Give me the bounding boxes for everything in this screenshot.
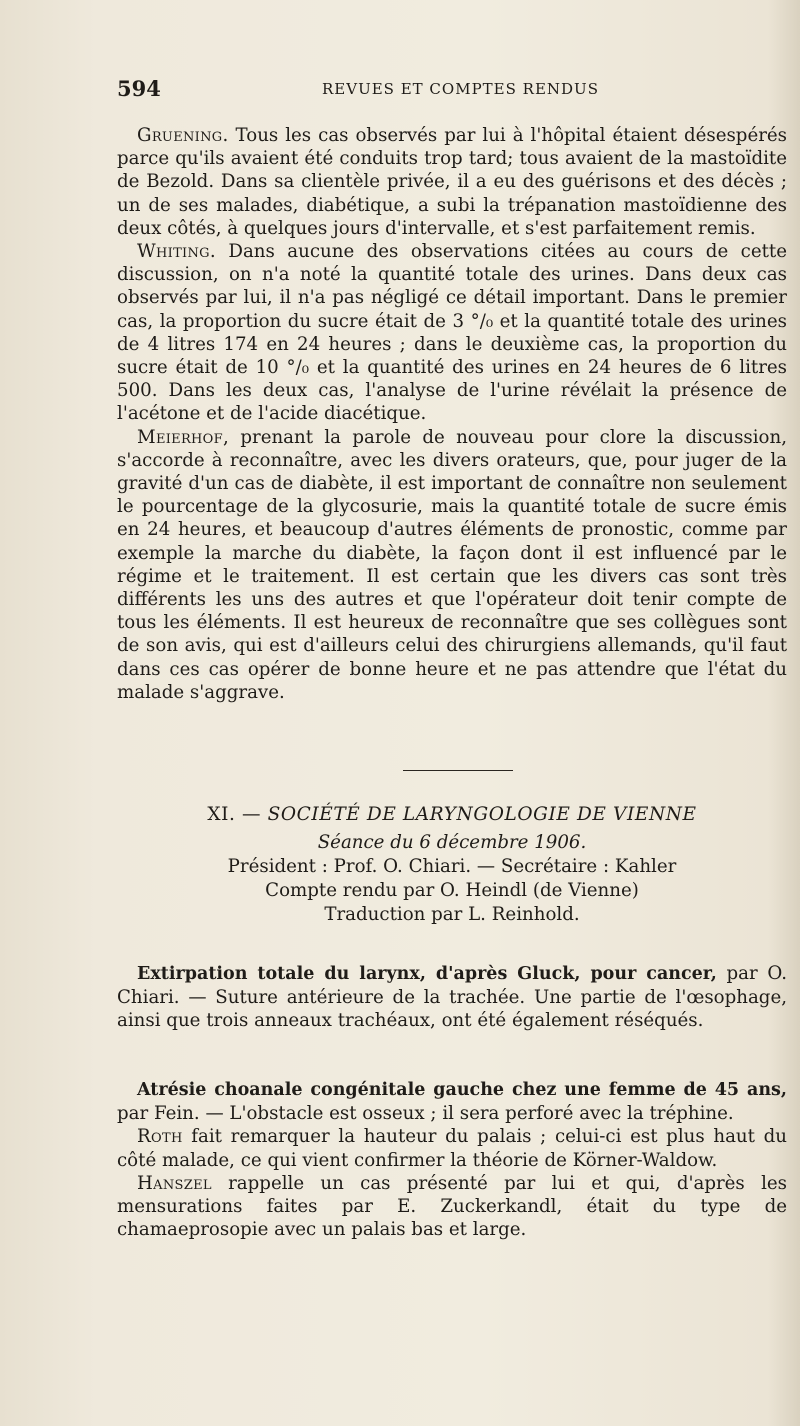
paragraph-text: fait remarquer la hauteur du palais ; celui-ci est plus haut du côté malade, ce qui vient confirmer la théorie de Körner-Waldow.	[117, 1126, 787, 1171]
paragraph-whiting	[117, 240, 787, 426]
running-head	[117, 76, 787, 102]
case-title: Atrésie choanale congénitale gauche chez une femme de 45 ans,	[137, 1080, 787, 1100]
page-number: 594	[117, 76, 161, 101]
speaker-name: Whiting.	[137, 241, 216, 263]
case-atresie	[117, 1078, 787, 1241]
case-title: Extirpation totale du larynx, d'après Gluck, pour cancer,	[137, 964, 717, 984]
speaker-name: Gruening.	[137, 125, 229, 146]
paragraph-roth	[117, 1125, 787, 1171]
section-heading	[117, 804, 787, 825]
case-text: par O. Chiari. — Suture antérieure de la trachée. Une partie de l'œsophage, ainsi que trois anneaux trachéaux, ont été également réséqués.	[117, 963, 787, 1032]
paragraph-hanszel	[117, 1172, 787, 1242]
paragraph-meierhof	[117, 426, 787, 704]
speaker-name: Hanszel	[137, 1172, 212, 1194]
section-divider	[403, 770, 513, 771]
paragraph-text: rappelle un cas présenté par lui et qui, d'après les mensurations faites par E. Zuckerkandl, était du type de chamaeprosopie avec un palais bas et large.	[117, 1172, 787, 1241]
section-title: SOCIÉTÉ DE LARYNGOLOGIE DE VIENNE	[267, 804, 697, 825]
case-extirpation	[117, 962, 787, 1033]
speaker-name: Meierhof,	[137, 426, 230, 448]
journal-title: REVUES ET COMPTES RENDUS	[322, 80, 599, 98]
report-author-line: Compte rendu par O. Heindl (de Vienne)	[265, 880, 639, 901]
case-paragraph	[117, 962, 787, 1033]
translation-line: Traduction par L. Reinhold.	[324, 904, 580, 925]
paragraph-gruening	[117, 124, 787, 240]
speaker-name: Roth	[137, 1126, 183, 1148]
paragraph-text: Tous les cas observés par lui à l'hôpital étaient désespérés parce qu'ils avaient été conduits trop tard; tous avaient de la mastoïdite de Bezold. Dans sa clientèle privée, il a eu des guérisons et des décès ; un de ses malades, diabétique, a subi la trépanation mastoïdienne des deux côtés, à quelques jours d'intervalle, et s'est parfaitement remis.	[117, 125, 787, 239]
section-number: XI. —	[207, 804, 268, 825]
case-paragraph	[117, 1078, 787, 1125]
case-text: par Fein. — L'obstacle est osseux ; il sera perforé avec la tréphine.	[117, 1103, 734, 1125]
session-date: Séance du 6 décembre 1906.	[317, 832, 587, 853]
discussion-block	[117, 124, 787, 704]
paragraph-text: prenant la parole de nouveau pour clore la discussion, s'accorde à reconnaître, avec les divers orateurs, que, pour juger de la gravité d'un cas de diabète, il est important de connaître non seulement le pourcentage de la glycosurie, mais la quantité totale de sucre émis en 24 heures, et beaucoup d'autres éléments de pronostic, comme par exemple la marche du diabète, la façon dont il est influencé par le régime et le traitement. Il est certain que les divers cas sont très différents les uns des autres et que l'opérateur doit tenir compte de tous les éléments. Il est heureux de reconnaître que ses collègues sont de son avis, qui est d'ailleurs celui des chirurgiens allemands, qu'il faut dans ces cas opérer de bonne heure et ne pas attendre que l'état du malade s'aggrave.	[117, 426, 787, 703]
paragraph-text: Dans aucune des observations citées au cours de cette discussion, on n'a noté la quantité totale des urines. Dans deux cas observés par lui, il n'a pas négligé ce détail important. Dans le premier cas, la proportion du sucre était de 3 °/₀ et la quantité totale des urines de 4 litres 174 en 24 heures ; dans le deuxième cas, la proportion du sucre était de 10 °/₀ et la quantité des urines en 24 heures de 6 litres 500. Dans les deux cas, l'analyse de l'urine révélait la présence de l'acétone et de l'acide diacétique.	[117, 241, 787, 425]
president-line: Président : Prof. O. Chiari. — Secrétaire : Kahler	[227, 856, 677, 877]
